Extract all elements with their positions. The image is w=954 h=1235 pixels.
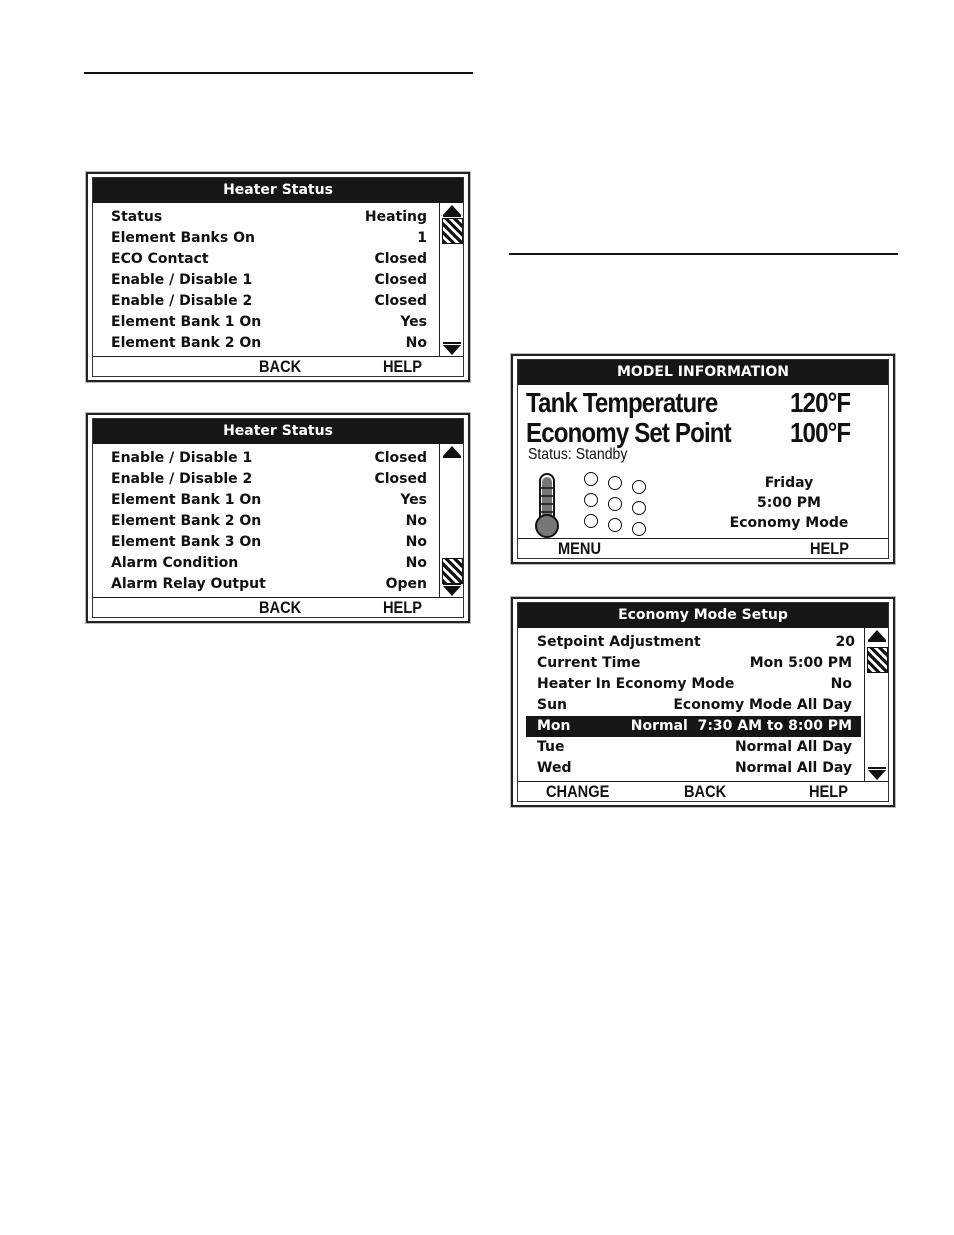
scroll-thumb[interactable] — [442, 558, 463, 584]
row-value: Economy Mode All Day — [673, 697, 852, 713]
list-item[interactable] — [526, 737, 861, 758]
list-item[interactable] — [526, 653, 861, 674]
indicator-dot — [584, 472, 598, 486]
list-item — [111, 207, 427, 228]
list-item — [111, 249, 427, 270]
row-value: 20 — [835, 634, 855, 650]
economy-mode-setup-screen — [511, 597, 895, 807]
row-value: Normal All Day — [734, 760, 852, 776]
row-label: Enable / Disable 1 — [111, 450, 253, 466]
softkey-bar — [93, 597, 463, 617]
screen-title: MODEL INFORMATION — [518, 360, 888, 385]
row-value: Closed — [374, 272, 427, 288]
row-value: No — [405, 534, 427, 550]
row-value: No — [405, 513, 427, 529]
scroll-up-arrow-icon[interactable] — [443, 446, 461, 456]
row-label: Enable / Disable 2 — [111, 293, 253, 309]
list-item — [111, 448, 427, 469]
back-button[interactable]: BACK — [684, 782, 727, 801]
day-text: Friday — [764, 475, 814, 491]
indicator-dot — [632, 480, 646, 494]
row-value: No — [830, 676, 852, 692]
back-button[interactable]: BACK — [259, 357, 302, 376]
row-label: Alarm Condition — [111, 555, 239, 571]
row-label: Element Bank 2 On — [111, 335, 262, 351]
list-item[interactable] — [526, 758, 861, 779]
row-label: Setpoint Adjustment — [537, 634, 701, 650]
list-item — [111, 270, 427, 291]
row-label: Element Bank 1 On — [111, 492, 262, 508]
help-button[interactable]: HELP — [810, 539, 849, 558]
list-item — [111, 532, 427, 553]
row-value: Closed — [374, 293, 427, 309]
model-information-screen — [511, 354, 895, 564]
indicator-dot — [608, 476, 622, 490]
row-label: Status — [111, 209, 163, 225]
section-rule-left — [84, 72, 473, 74]
back-button[interactable]: BACK — [259, 598, 302, 617]
list-item-selected[interactable] — [526, 716, 861, 737]
economy-set-point-value: 100°F — [790, 417, 851, 448]
list-item — [111, 228, 427, 249]
row-value: Yes — [400, 492, 427, 508]
scroll-down-arrow-icon[interactable] — [443, 345, 461, 355]
scroll-down-arrow-icon[interactable] — [868, 770, 886, 780]
indicator-dot — [608, 518, 622, 532]
list-item[interactable] — [526, 695, 861, 716]
help-button[interactable]: HELP — [809, 782, 848, 801]
menu-button[interactable]: MENU — [558, 539, 602, 558]
list-item — [111, 490, 427, 511]
indicator-dot — [632, 501, 646, 515]
list-item[interactable] — [526, 632, 861, 653]
scroll-up-arrow-icon[interactable] — [868, 630, 886, 640]
row-value: No — [405, 555, 427, 571]
economy-set-point-label: Economy Set Point — [526, 417, 731, 448]
row-label: Current Time — [537, 655, 641, 671]
row-value: Closed — [374, 450, 427, 466]
scroll-thumb[interactable] — [442, 218, 463, 244]
row-value: Mon 5:00 PM — [749, 655, 852, 671]
row-label: Tue — [537, 739, 565, 755]
heater-status-screen-1 — [86, 172, 470, 382]
indicator-dot — [584, 493, 598, 507]
list-item — [111, 469, 427, 490]
row-label: Sun — [537, 697, 568, 713]
softkey-bar — [518, 538, 888, 558]
scroll-thumb[interactable] — [867, 647, 888, 673]
row-label: ECO Contact — [111, 251, 209, 267]
change-button[interactable]: CHANGE — [546, 782, 610, 801]
scroll-down-arrow-icon[interactable] — [443, 586, 461, 596]
list-item — [111, 511, 427, 532]
status-text: Status: Standby — [528, 446, 628, 463]
row-label: Element Bank 2 On — [111, 513, 262, 529]
row-label: Heater In Economy Mode — [537, 676, 735, 692]
row-value: Heating — [364, 209, 427, 225]
scroll-up-arrow-icon[interactable] — [443, 205, 461, 215]
row-value: Open — [385, 576, 427, 592]
thermometer-icon — [531, 472, 563, 540]
scrollbar[interactable] — [864, 628, 889, 782]
row-label: Enable / Disable 1 — [111, 272, 253, 288]
row-value: No — [405, 335, 427, 351]
row-label: Wed — [537, 760, 572, 776]
indicator-dot — [632, 522, 646, 536]
list-item — [111, 291, 427, 312]
screen-title: Heater Status — [93, 178, 463, 203]
softkey-bar — [93, 356, 463, 376]
row-label: Enable / Disable 2 — [111, 471, 253, 487]
time-text: 5:00 PM — [757, 495, 821, 511]
section-rule-right — [509, 253, 898, 255]
mode-text: Economy Mode — [729, 515, 849, 531]
row-value: Normal 7:30 AM to 8:00 PM — [630, 718, 852, 734]
row-label: Element Bank 1 On — [111, 314, 262, 330]
row-value: Normal All Day — [734, 739, 852, 755]
row-label: Element Bank 3 On — [111, 534, 262, 550]
row-value: Closed — [374, 471, 427, 487]
list-item[interactable] — [526, 674, 861, 695]
row-label: Element Banks On — [111, 230, 255, 246]
help-button[interactable]: HELP — [383, 357, 422, 376]
list-item — [111, 333, 427, 354]
screen-title: Economy Mode Setup — [518, 603, 888, 628]
row-label: Mon — [537, 718, 571, 734]
list-item — [111, 574, 427, 595]
list-item — [111, 312, 427, 333]
softkey-bar — [518, 781, 888, 801]
row-value: Yes — [400, 314, 427, 330]
indicator-dot — [584, 514, 598, 528]
list-item — [111, 553, 427, 574]
heater-status-screen-2 — [86, 413, 470, 623]
screen-title: Heater Status — [93, 419, 463, 444]
row-label: Alarm Relay Output — [111, 576, 266, 592]
tank-temperature-value: 120°F — [790, 387, 851, 418]
tank-temperature-label: Tank Temperature — [526, 387, 718, 418]
row-value: 1 — [417, 230, 427, 246]
indicator-dot — [608, 497, 622, 511]
help-button[interactable]: HELP — [383, 598, 422, 617]
row-value: Closed — [374, 251, 427, 267]
scrollbar[interactable] — [439, 203, 464, 357]
scrollbar[interactable] — [439, 444, 464, 598]
